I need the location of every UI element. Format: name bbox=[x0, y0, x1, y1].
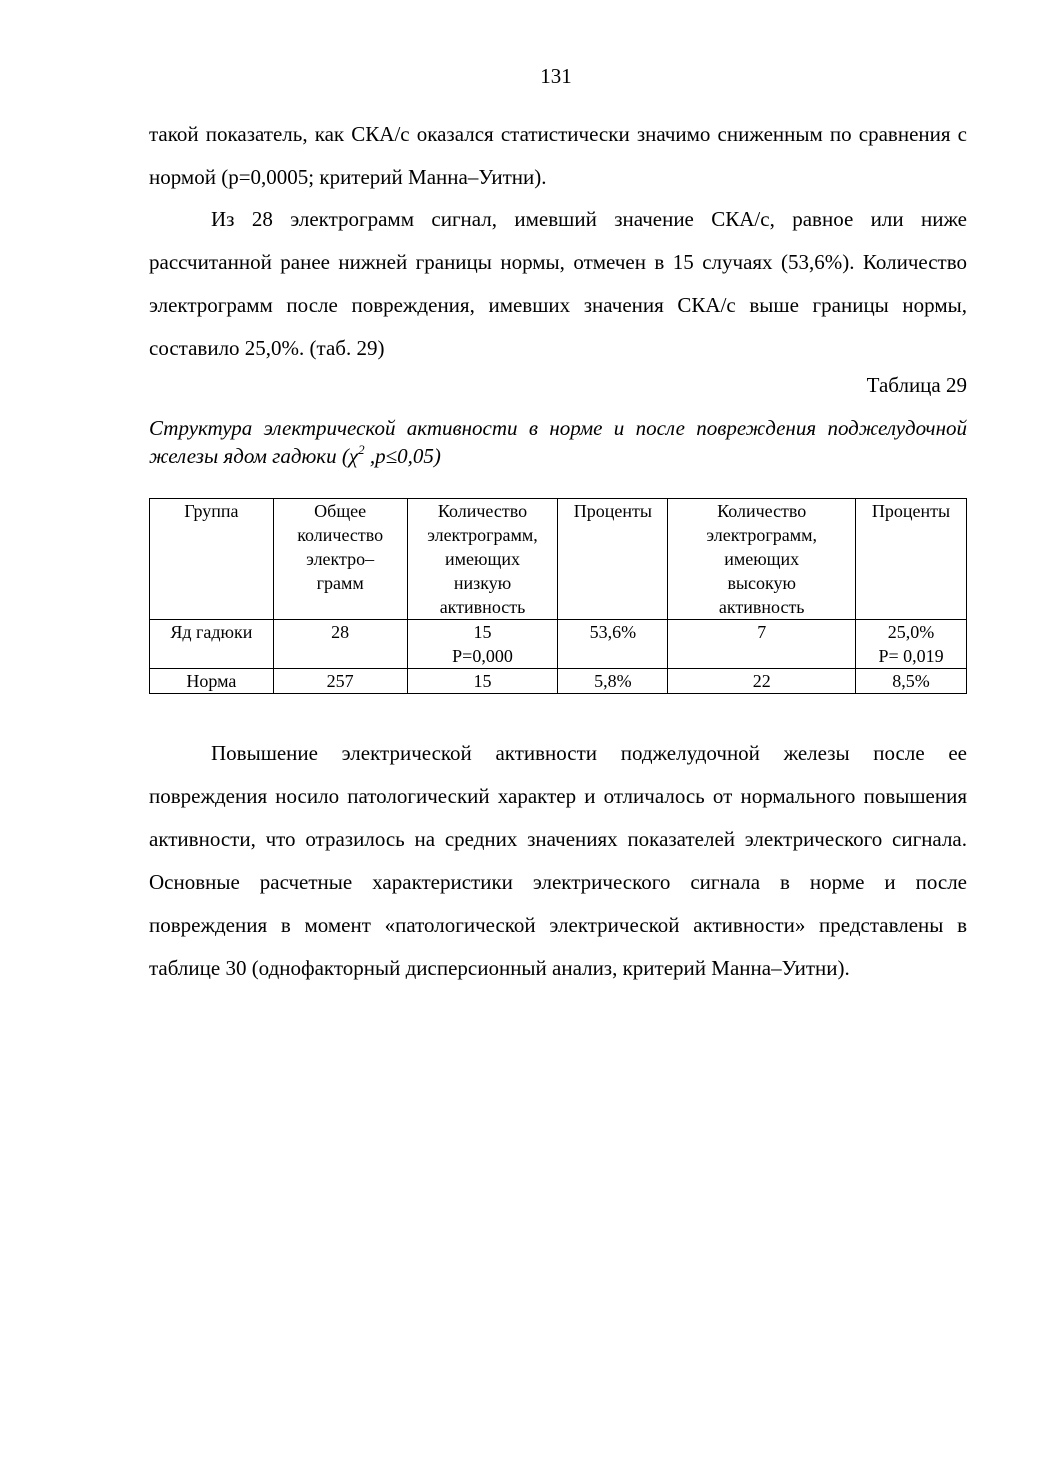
paragraph-1-text: такой показатель, как СКА/с оказался статистически значимо сниженным по сравнения с нормой (p=0,0005; критерий Манна–Уитни). bbox=[149, 122, 967, 189]
cell-group: Яд гадюки bbox=[150, 620, 274, 669]
header-high-count-line: высокую bbox=[727, 573, 796, 593]
cell-total: 257 bbox=[273, 669, 407, 694]
table-header-row bbox=[150, 499, 967, 620]
header-low-percent-line: Проценты bbox=[573, 501, 652, 521]
cell-low-count-value: 15 bbox=[473, 622, 492, 642]
paragraph-1 bbox=[149, 113, 967, 199]
header-high-count-line: имеющих bbox=[724, 549, 800, 569]
header-high-count bbox=[668, 499, 856, 620]
table-caption-main: Структура электрической активности в норме и после повреждения поджелудочной железы ядом гадюки (χ bbox=[149, 416, 967, 468]
header-low-count-line: низкую bbox=[453, 573, 512, 593]
header-low-percent bbox=[558, 499, 668, 620]
cell-low-percent: 5,8% bbox=[558, 669, 668, 694]
table-row bbox=[150, 620, 967, 669]
cell-low-count bbox=[407, 620, 558, 669]
cell-high-percent-value: 25,0% bbox=[887, 622, 935, 642]
table-caption-superscript: 2 bbox=[358, 442, 365, 457]
header-total bbox=[273, 499, 407, 620]
header-total-line: количество bbox=[297, 525, 384, 545]
header-total-line: электро– bbox=[306, 549, 375, 569]
cell-high-percent bbox=[856, 620, 967, 669]
header-group-line: Группа bbox=[184, 501, 239, 521]
cell-low-count: 15 bbox=[407, 669, 558, 694]
header-low-count-line: имеющих bbox=[445, 549, 520, 569]
header-low-count-line: активность bbox=[439, 597, 526, 617]
data-table bbox=[149, 498, 967, 694]
cell-low-p-value: P=0,000 bbox=[452, 646, 513, 666]
paragraph-2-text: Из 28 электрограмм сигнал, имевший значение СКА/с, равное или ниже рассчитанной ранее нижней границы нормы, отмечен в 15 случаях (53,6%). Количество электрограмм после повреждения, имевших значения СКА/с выше границы нормы, составило 25,0%. (таб. 29) bbox=[149, 207, 967, 360]
table-caption-tail: ,p≤0,05) bbox=[364, 444, 441, 468]
cell-group: Норма bbox=[150, 669, 274, 694]
header-group bbox=[150, 499, 274, 620]
paragraph-3-text: Повышение электрической активности поджелудочной железы после ее повреждения носило патологический характер и отличалось от нормального повышения активности, что отразилось на средних значениях показателей электрического сигнала. Основные расчетные характеристики электрического сигнала в норме и после повреждения в момент «патологической электрической активности» представлены в таблице 30 (однофакторный дисперсионный анализ, критерий Манна–Уитни). bbox=[149, 741, 967, 980]
cell-high-percent: 8,5% bbox=[856, 669, 967, 694]
page-number: 131 bbox=[540, 64, 572, 88]
paragraph-2 bbox=[149, 198, 967, 370]
paragraph-3 bbox=[149, 732, 967, 990]
cell-total: 28 bbox=[273, 620, 407, 669]
header-high-percent bbox=[856, 499, 967, 620]
header-high-count-line: Количество bbox=[717, 501, 807, 521]
header-high-percent-line: Проценты bbox=[871, 501, 951, 521]
cell-high-p-value: P= 0,019 bbox=[878, 646, 944, 666]
cell-high-count: 7 bbox=[668, 620, 856, 669]
cell-high-count: 22 bbox=[668, 669, 856, 694]
header-high-count-line: активность bbox=[718, 597, 805, 617]
table-caption bbox=[149, 414, 967, 470]
cell-low-percent: 53,6% bbox=[558, 620, 668, 669]
header-high-count-line: электрограмм, bbox=[706, 525, 818, 545]
header-low-count-line: Количество bbox=[437, 501, 528, 521]
header-low-count bbox=[407, 499, 558, 620]
header-total-line: Общее bbox=[314, 501, 367, 521]
header-total-line: грамм bbox=[316, 573, 364, 593]
table-row bbox=[150, 669, 967, 694]
table-label: Таблица 29 bbox=[866, 373, 967, 397]
header-low-count-line: электрограмм, bbox=[427, 525, 538, 545]
